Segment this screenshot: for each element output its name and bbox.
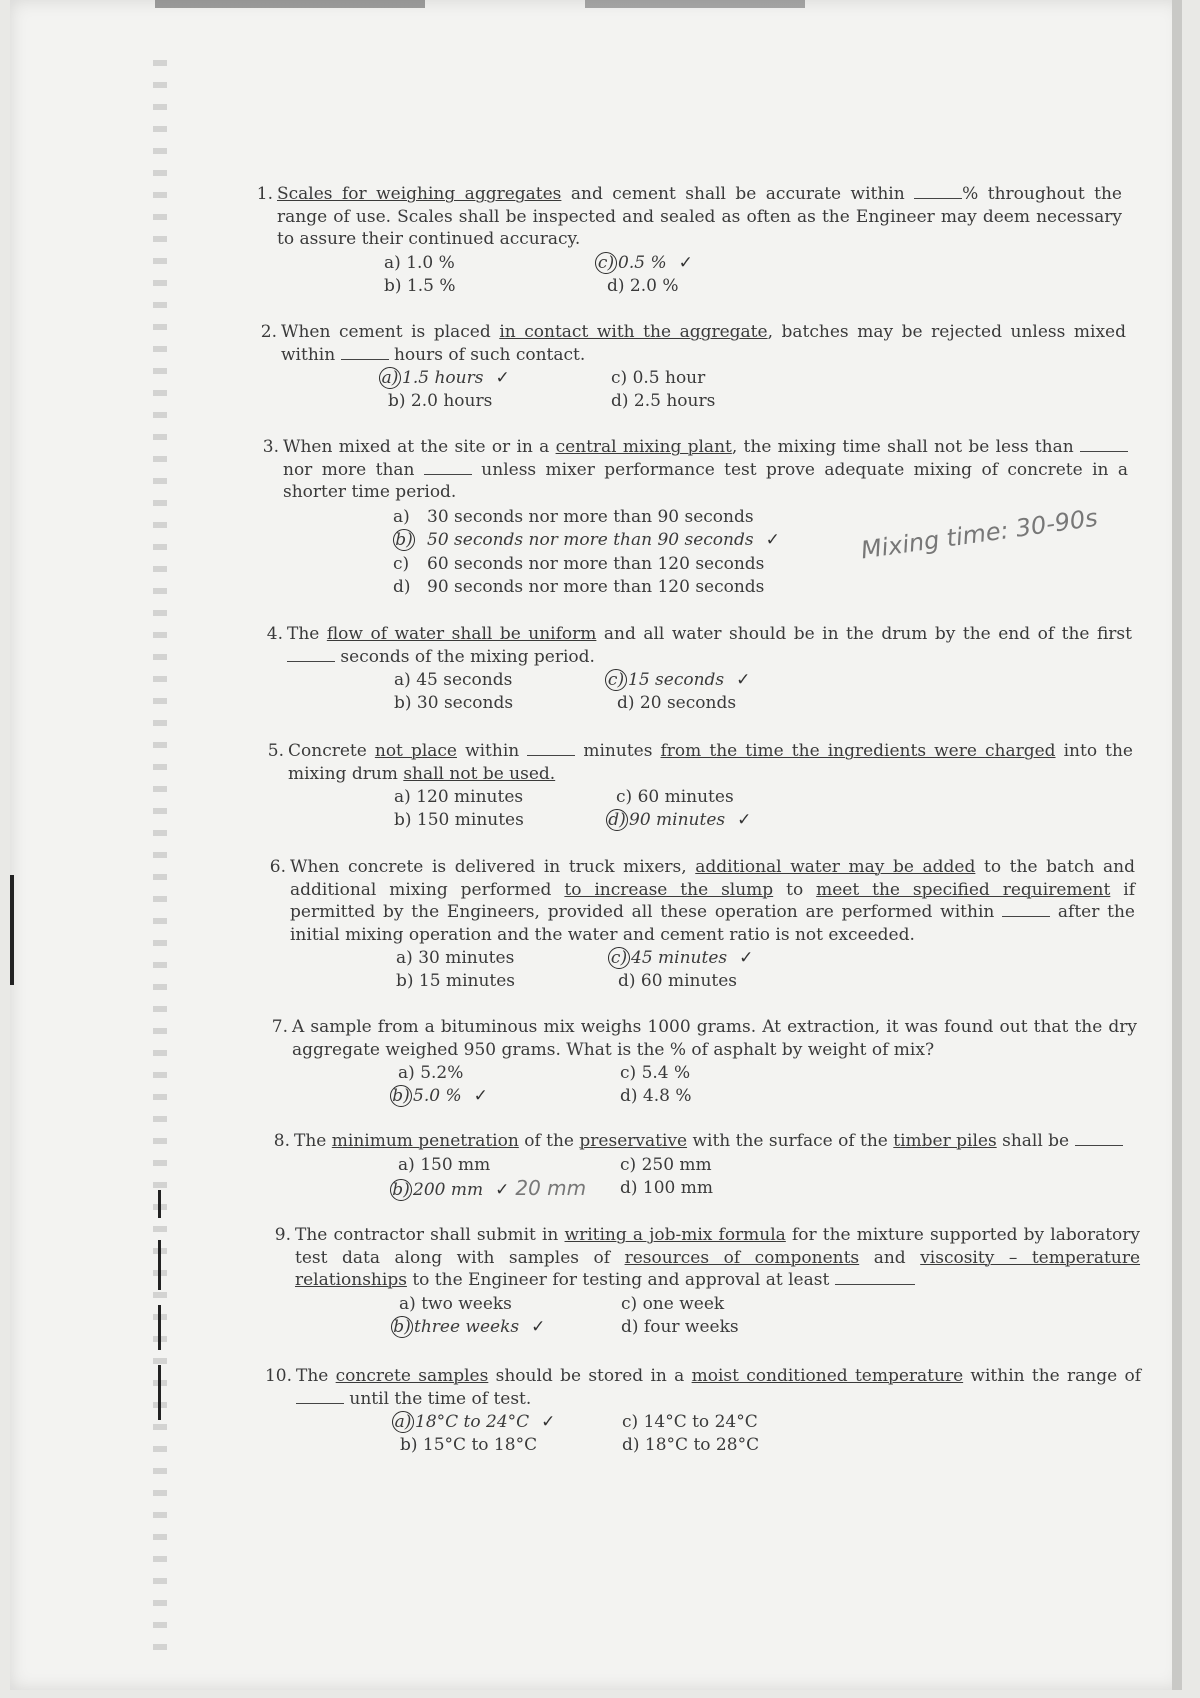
question-2 — [260, 321, 1126, 413]
check-mark-icon: ✓ — [737, 810, 752, 830]
options — [294, 1154, 1139, 1200]
option-d: d) 2.0 % — [607, 275, 679, 296]
scan-artifact-bar — [158, 1240, 161, 1290]
check-mark-icon: ✓ — [531, 1316, 546, 1337]
question-6 — [269, 856, 1136, 993]
underlined-phrase: Scales for weighing aggregates — [277, 184, 562, 204]
option-a: a) 30 seconds nor more than 90 seconds — [393, 506, 754, 527]
underlined-phrase: preservative — [579, 1131, 688, 1151]
question-number: 3. — [262, 437, 279, 457]
answer-blank — [1075, 1130, 1123, 1146]
answer-circle: a) — [392, 1411, 414, 1433]
question-stem: When concrete is delivered in truck mixers, additional water may be added to the batch and additional mixing performed to increase the slump to meet the specified requirement if permitted by the Engineers, provided all these operation are performed within after the initial mixing operation and the water and cement ratio is not exceeded. — [290, 857, 1136, 945]
option-d: d) 100 mm — [620, 1177, 714, 1198]
option-b: b) 15 minutes — [396, 971, 516, 991]
answer-blank — [296, 1388, 344, 1404]
option-b: b) 30 seconds — [394, 693, 514, 713]
check-mark-icon: ✓ — [541, 1412, 556, 1432]
question-number: 1. — [256, 184, 273, 204]
option-b-selected: b) 200 mm ✓ 20 mm — [390, 1177, 586, 1202]
scan-artifact-left — [153, 60, 167, 1660]
option-c: c) 60 minutes — [616, 787, 734, 807]
underlined-phrase: to increase the slump — [564, 879, 774, 900]
underlined-phrase: writing a job-mix formula — [564, 1225, 786, 1245]
underlined-phrase: viscosity – temperature relationships — [295, 1247, 1141, 1290]
option-d: d) 4.8 % — [620, 1086, 692, 1106]
question-stem: When mixed at the site or in a central mixing plant, the mixing time shall not be less than nor more than unless mixer performance test prove adequate mixing of concrete in a shorter time period. — [283, 437, 1128, 502]
option-d-selected: d) 90 minutes ✓ — [606, 809, 751, 832]
option-b: b) 1.5 % — [384, 275, 456, 296]
question-7 — [271, 1016, 1137, 1108]
options — [288, 786, 1133, 832]
answer-blank — [424, 459, 472, 475]
check-mark-icon: ✓ — [495, 368, 510, 388]
question-stem: The concrete samples should be stored in a moist conditioned temperature within the range of until the time of test. — [296, 1366, 1141, 1409]
question-5 — [267, 740, 1133, 832]
options — [296, 1411, 1141, 1457]
underlined-phrase: shall not be used. — [403, 763, 556, 784]
question-1 — [256, 183, 1122, 298]
question-stem: A sample from a bituminous mix weighs 1000 grams. At extraction, it was found out that the dry aggregate weighed 950 grams. What is the % of asphalt by weight of mix? — [292, 1017, 1137, 1060]
scan-artifact-top — [155, 0, 1182, 8]
answer-blank — [1002, 901, 1050, 917]
answer-circle: b) — [393, 529, 415, 551]
option-c-selected: c) 15 seconds ✓ — [605, 669, 750, 692]
underlined-phrase: resources of components — [624, 1247, 860, 1268]
underlined-phrase: meet the specified requirement — [816, 879, 1111, 900]
underlined-phrase: central mixing plant — [555, 437, 732, 457]
underlined-phrase: from the time the ingredients were charged — [660, 741, 1056, 761]
question-number: 5. — [267, 741, 284, 761]
underlined-phrase: not place — [374, 741, 457, 761]
scanned-page — [10, 0, 1182, 1690]
question-stem: Scales for weighing aggregates and cement shall be accurate within % throughout the range of use. Scales shall be inspected and sealed as often as the Engineer may deem necessary to assure their continued accuracy. — [277, 184, 1122, 249]
answer-blank — [527, 740, 575, 756]
answer-blank — [341, 344, 389, 360]
option-b: b) 150 minutes — [394, 810, 524, 830]
question-10 — [264, 1365, 1141, 1457]
answer-circle: a) — [379, 367, 401, 389]
check-mark-icon: ✓ — [765, 530, 780, 550]
answer-blank — [1080, 436, 1128, 452]
options — [277, 252, 1122, 298]
question-8 — [273, 1130, 1139, 1200]
option-b: b) 15°C to 18°C — [400, 1435, 538, 1455]
option-a: a) 1.0 % — [384, 252, 455, 273]
answer-blank — [835, 1269, 915, 1285]
underlined-phrase: moist conditioned temperature — [691, 1366, 964, 1386]
underlined-phrase: concrete samples — [335, 1366, 489, 1386]
answer-circle: c) — [608, 947, 630, 969]
answer-circle: d) — [606, 809, 628, 831]
question-stem: The contractor shall submit in writing a job-mix formula for the mixture supported by laboratory test data along with samples of resources of components and viscosity – temperature relationships to the Engineer for testing and approval at least — [295, 1225, 1141, 1290]
scan-artifact-bar — [158, 1305, 161, 1350]
option-a-selected: a) 1.5 hours ✓ — [379, 367, 510, 390]
option-c-selected: c) 0.5 % ✓ — [595, 252, 693, 275]
underlined-phrase: additional water may be added — [695, 857, 976, 877]
underlined-phrase: timber piles — [893, 1131, 997, 1151]
question-number: 10. — [264, 1366, 292, 1386]
option-b: b) 2.0 hours — [388, 391, 493, 411]
option-c: c) one week — [621, 1293, 725, 1314]
question-number: 2. — [260, 322, 277, 342]
answer-circle: b) — [390, 1085, 412, 1107]
option-b-selected: b) three weeks ✓ — [391, 1316, 545, 1339]
option-d: d) 18°C to 28°C — [622, 1435, 760, 1455]
underlined-phrase: minimum penetration — [331, 1131, 519, 1151]
question-stem: The minimum penetration of the preservative with the surface of the timber piles shall be — [294, 1130, 1139, 1153]
option-a: a) 150 mm — [398, 1154, 491, 1175]
option-d: d) 90 seconds nor more than 120 seconds — [393, 577, 765, 597]
question-stem: When cement is placed in contact with the aggregate, batches may be rejected unless mixed within hours of such contact. — [281, 322, 1126, 365]
question-number: 6. — [269, 857, 286, 877]
question-stem: The flow of water shall be uniform and all water should be in the drum by the end of the first seconds of the mixing period. — [287, 624, 1132, 667]
handwritten-note: 20 mm — [515, 1175, 587, 1200]
options — [295, 1293, 1140, 1339]
options — [281, 367, 1126, 413]
answer-circle: c) — [605, 669, 627, 691]
option-c: c) 5.4 % — [620, 1063, 691, 1083]
check-mark-icon: ✓ — [739, 948, 754, 968]
option-a: a) 45 seconds — [394, 670, 513, 690]
option-d: d) four weeks — [621, 1316, 739, 1337]
option-a: a) 5.2% — [398, 1063, 464, 1083]
option-d: d) 2.5 hours — [611, 391, 716, 411]
scan-artifact-bar — [158, 1365, 161, 1420]
answer-circle: b) — [390, 1179, 412, 1201]
question-number: 8. — [273, 1131, 290, 1151]
option-d: d) 20 seconds — [617, 693, 737, 713]
check-mark-icon: ✓ — [678, 252, 693, 273]
option-c: c) 250 mm — [620, 1154, 712, 1175]
option-a: a) 30 minutes — [396, 948, 515, 968]
question-number: 7. — [271, 1017, 288, 1037]
options — [290, 947, 1135, 993]
option-c: c) 60 seconds nor more than 120 seconds — [393, 553, 765, 574]
option-c: c) 14°C to 24°C — [622, 1412, 758, 1432]
answer-blank — [287, 646, 335, 662]
check-mark-icon: ✓ — [495, 1179, 510, 1200]
underlined-phrase: flow of water shall be uniform — [326, 624, 597, 644]
check-mark-icon: ✓ — [736, 670, 751, 690]
option-b-selected: b) 5.0 % ✓ — [390, 1085, 488, 1108]
scan-artifact-right — [1172, 0, 1182, 1690]
options — [287, 669, 1132, 715]
handwritten-note: Mixing time: 30-90s — [859, 503, 1100, 565]
check-mark-icon: ✓ — [473, 1086, 488, 1106]
option-d: d) 60 minutes — [618, 971, 738, 991]
option-a: a) 120 minutes — [394, 787, 524, 807]
question-4 — [266, 623, 1132, 715]
answer-circle: c) — [595, 252, 617, 274]
question-stem: Concrete not place within minutes from the time the ingredients were charged into the mixing drum shall not be used. — [288, 741, 1133, 784]
scan-artifact-bar — [158, 1190, 161, 1218]
answer-circle: b) — [391, 1316, 413, 1338]
option-c: c) 0.5 hour — [611, 368, 706, 388]
scan-artifact-bar — [10, 875, 14, 985]
underlined-phrase: in contact with the aggregate — [499, 322, 768, 342]
option-b-selected: b) 50 seconds nor more than 90 seconds ✓ — [393, 529, 1128, 553]
options — [292, 1062, 1137, 1108]
question-number: 4. — [266, 624, 283, 644]
question-number: 9. — [274, 1225, 291, 1245]
option-a: a) two weeks — [399, 1293, 512, 1314]
question-9 — [274, 1224, 1141, 1339]
answer-blank — [914, 183, 962, 199]
option-a-selected: a) 18°C to 24°C ✓ — [392, 1411, 555, 1434]
option-c-selected: c) 45 minutes ✓ — [608, 947, 753, 970]
